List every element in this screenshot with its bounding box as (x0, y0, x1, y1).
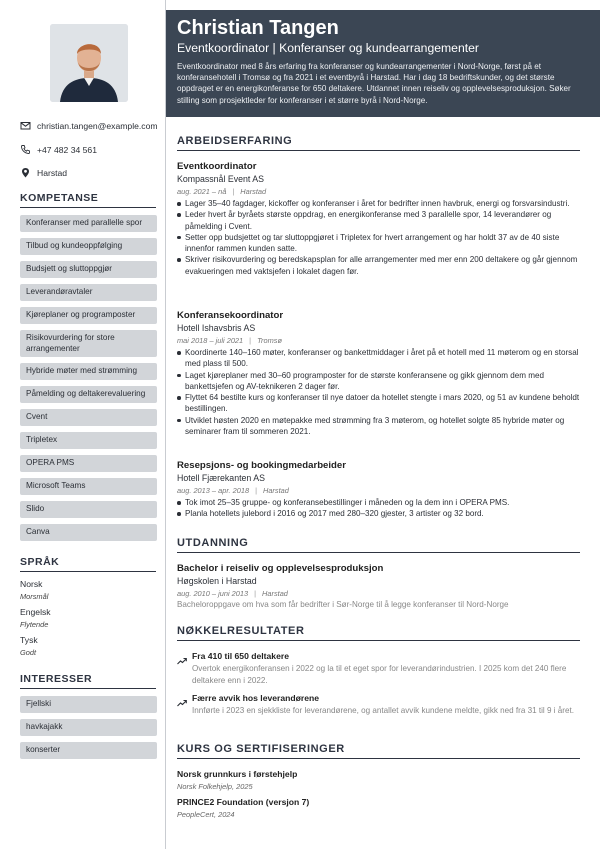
key-result-text: Innførte i 2023 en sjekkliste for leverandørene, og antallet avvik kundene meldte, gikk ned fra 31 til 9 i året. (192, 706, 574, 715)
skill-chip: Kjøreplaner og programposter (20, 307, 157, 324)
key-results-heading: NØKKELRESULTATER (177, 625, 580, 641)
location-text: Harstad (37, 167, 68, 178)
school-name: Høgskolen i Harstad (177, 576, 257, 586)
interests-heading: INTERESSER (20, 673, 156, 689)
job-bullet: Planla hotellets julebord i 2016 og 2017 med 280–320 gjester, 3 artister og 32 bord. (177, 508, 580, 519)
job-bullet: Tok imot 25–35 gruppe- og konferansebestillinger i måneden og la dem inn i OPERA PMS. (177, 497, 580, 508)
profile-summary: Eventkoordinator med 8 års erfaring fra konferanser og kundearrangementer i Nord-Norge, først på et konferansehotell i Tromsø og fra 2021 i et eventbyrå i Harstad. Har i dag 18 bedriftskunder, og det største oppdraget er en energikonferanse for 650 deltakere. Utdannet innen reiseliv og opplevelsesproduksjon. Søker stilling som prosjektleder for konferanser i et større byrå i Nord-Norge. (177, 62, 571, 105)
course-name: Norsk grunnkurs i førstehjelp (177, 769, 298, 779)
job-bullets (177, 198, 580, 277)
job-bullet: Lager 35–40 fagdager, kickoffer og konferanser i året for bedrifter innen havbruk, energi og forsvarsindustri. (177, 198, 580, 209)
skill-chip: Budsjett og sluttoppgjør (20, 261, 157, 278)
job-dates: aug. 2021 – nå (177, 187, 227, 196)
job-employer: Kompassnål Event AS (177, 174, 265, 184)
sidebar (0, 0, 166, 849)
email-text: christian.tangen@example.com (37, 120, 158, 131)
skill-chip: Konferanser med parallelle spor (20, 215, 157, 232)
resume-header (166, 10, 600, 117)
mail-icon (20, 120, 31, 131)
trend-up-icon (177, 652, 187, 660)
skills-heading: KOMPETANSE (20, 192, 156, 208)
education-meta: aug. 2010 – juni 2013 | Harstad (177, 589, 288, 598)
skill-chip: Leverandøravtaler (20, 284, 157, 301)
languages-heading: SPRÅK (20, 556, 156, 572)
course-source: Norsk Folkehjelp, 2025 (177, 782, 253, 791)
phone-text: +47 482 34 561 (37, 144, 97, 155)
job-dates: aug. 2013 – apr. 2018 (177, 486, 250, 495)
job-dates: mai 2018 – juli 2021 (177, 336, 244, 345)
job-employer: Hotell Fjærekanten AS (177, 473, 266, 483)
education-heading: UTDANNING (177, 537, 580, 553)
job-bullets (177, 347, 580, 437)
course-name: PRINCE2 Foundation (versjon 7) (177, 797, 310, 807)
candidate-name: Christian Tangen (177, 17, 339, 39)
job-bullet: Leder hvert år byråets største oppdrag, en energikonferanse med 3 parallelle spor, 14 leverandører og påmelding i Cvent. (177, 209, 580, 232)
interest-chip: Fjellski (20, 696, 157, 713)
language-level: Godt (20, 648, 37, 657)
language-level: Morsmål (20, 592, 49, 601)
courses-heading: KURS OG SERTIFISERINGER (177, 743, 580, 759)
candidate-title: Eventkoordinator | Konferanser og kundearrangementer (177, 41, 479, 55)
skill-chip: Microsoft Teams (20, 478, 157, 495)
job-bullet: Skriver risikovurdering og beredskapsplan for alle arrangementer med mer enn 200 deltakere og går gjennom evakueringen med vaktsjefen i lokalet dagen før. (177, 254, 580, 277)
job-bullets (177, 497, 580, 520)
profile-photo (50, 24, 128, 102)
experience-heading: ARBEIDSERFARING (177, 135, 580, 151)
language-level: Flytende (20, 620, 49, 629)
job-title: Resepsjons- og bookingmedarbeider (177, 460, 346, 471)
job-meta: mai 2018 – juli 2021 | Tromsø (177, 336, 282, 345)
job-bullet: Flyttet 64 bestilte kurs og konferanser til nye datoer da hotellet stengte i mars 2020, og 51 av kundene beholdt bestillingen. (177, 392, 580, 415)
skill-chip: Slido (20, 501, 157, 518)
job-title: Eventkoordinator (177, 161, 257, 172)
language-name: Tysk (20, 635, 38, 645)
skill-chip: Tilbud og kundeoppfølging (20, 238, 157, 255)
education-dates: aug. 2010 – juni 2013 (177, 589, 249, 598)
job-bullet: Utviklet høsten 2020 en møtepakke med strømming fra 3 møterom, og hotellet solgte 85 hybride møter og seminarer fram til sommeren 2021. (177, 415, 580, 438)
language-name: Engelsk (20, 607, 51, 617)
contact-location (20, 167, 160, 178)
job-bullet: Laget kjøreplaner med 30–60 programposter for de største konferansene og gikk gjennom dem med bankettsjefen og AV-teknikeren 2 dager før. (177, 370, 580, 393)
skill-chip: Canva (20, 524, 157, 541)
job-place: Harstad (262, 486, 289, 495)
course-source: PeopleCert, 2024 (177, 810, 235, 819)
trend-up-icon (177, 694, 187, 702)
skill-chip: OPERA PMS (20, 455, 157, 472)
key-result-title: Fra 410 til 650 deltakere (192, 651, 289, 661)
degree-title: Bachelor i reiseliv og opplevelsesproduksjon (177, 563, 384, 574)
skill-chip: Hybride møter med strømming (20, 363, 157, 380)
job-place: Tromsø (257, 336, 282, 345)
job-meta: aug. 2021 – nå | Harstad (177, 187, 267, 196)
contact-phone[interactable] (20, 144, 160, 155)
phone-icon (20, 144, 31, 155)
job-employer: Hotell Ishavsbris AS (177, 323, 256, 333)
skill-chip: Risikovurdering for store arrangementer (20, 330, 157, 357)
skill-chip: Cvent (20, 409, 157, 426)
interest-chip: konserter (20, 742, 157, 759)
job-bullet: Setter opp budsjettet og tar sluttoppgjøret i Tripletex for hvert arrangement og har holdt 37 av de 40 siste innenfor rammen kunden satte. (177, 232, 580, 255)
job-bullet: Koordinerte 140–160 møter, konferanser og bankettmiddager i året på et hotell med 11 møterom og en storsal med plass til 500. (177, 347, 580, 370)
contact-email[interactable] (20, 120, 160, 131)
education-description: Bacheloroppgave om hva som får bedrifter i Sør-Norge til å legge konferanser til Nord-Norge (177, 600, 509, 609)
skill-chip: Tripletex (20, 432, 157, 449)
skill-chip: Påmelding og deltakerevaluering (20, 386, 157, 403)
language-name: Norsk (20, 579, 43, 589)
location-pin-icon (20, 167, 31, 178)
job-meta: aug. 2013 – apr. 2018 | Harstad (177, 486, 289, 495)
interest-chip: havkajakk (20, 719, 157, 736)
key-result-title: Færre avvik hos leverandørene (192, 693, 320, 703)
key-result-text: Overtok energikonferansen i 2022 og la til et eget spor for leverandørindustrien. I 2025 kom det 240 flere deltakere enn i 2022. (192, 664, 567, 685)
education-place: Harstad (262, 589, 288, 598)
job-place: Harstad (240, 187, 267, 196)
job-title: Konferansekoordinator (177, 310, 284, 321)
